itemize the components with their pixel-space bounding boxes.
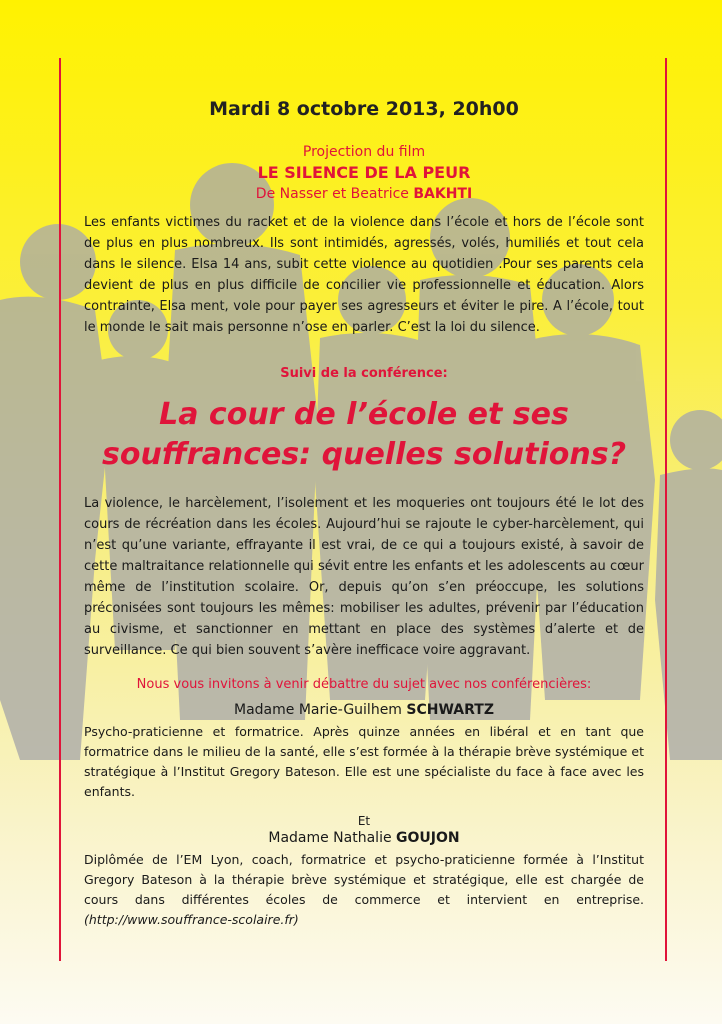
- conference-title-line1: La cour de l’école et ses: [159, 397, 569, 432]
- film-intro: Projection du film: [302, 144, 426, 160]
- speaker-2-surname: GOUJON: [396, 830, 460, 846]
- director-surname: BAKHTI: [413, 186, 473, 202]
- film-directors: [84, 184, 644, 204]
- speakers-joiner: Et: [357, 814, 371, 828]
- conference-title-line2: souffrances: quelles solutions?: [102, 437, 626, 472]
- speaker-2-name: [84, 830, 644, 846]
- film-title: LE SILENCE DE LA PEUR: [257, 163, 471, 182]
- conference-title: [84, 395, 644, 475]
- conference-intro: Suivi de la conférence:: [280, 366, 448, 381]
- speaker-2-bio-text: Diplômée de l’EM Lyon, coach, formatrice et psycho-praticienne formée à l’Institut Gregory Bateson à la thérapie brève systémique et stratégique, elle est chargée de cours dans différentes écoles de commerce et intervient en entreprise.: [84, 852, 644, 907]
- speaker-1-name: [84, 702, 644, 718]
- speaker-2-bio: [84, 850, 644, 930]
- speaker-2-prefix: Madame Nathalie: [268, 830, 397, 846]
- film-synopsis: Les enfants victimes du racket et de la violence dans l’école et hors de l’école sont de plus en plus nombreux. Ils sont intimidés, agressés, volés, humiliés et tout cela dans le silence. Elsa 14 ans, subit cette violence au quotidien .Pour ses parents cela devient de plus en plus difficile de concilier vie professionnelle et éducation. Alors contrainte, Elsa ment, vole pour payer ses agresseurs et éviter le pire. A l’école, tout le monde le sait mais personne n’ose en parler. C’est la loi du silence.: [84, 215, 644, 335]
- speakers-invite: Nous vous invitons à venir débattre du sujet avec nos conférencières:: [136, 677, 592, 692]
- speaker-1-surname: SCHWARTZ: [406, 702, 494, 718]
- website-link[interactable]: (http://www.souffrance-scolaire.fr): [84, 912, 299, 927]
- left-border-rule: [59, 58, 61, 961]
- director-prefix: De Nasser et Beatrice: [255, 186, 414, 202]
- right-border-rule: [665, 58, 667, 961]
- speaker-1-prefix: Madame Marie-Guilhem: [234, 702, 407, 718]
- speaker-1-bio: Psycho-praticienne et formatrice. Après quinze années en libéral et en tant que formatrice dans le milieu de la santé, elle s’est formée à la thérapie brève systémique et stratégique à l’Institut Gregory Bateson. Elle est une spécialiste du face à face avec les enfants.: [84, 724, 644, 799]
- conference-description: La violence, le harcèlement, l’isolement et les moqueries ont toujours été le lot des cours de récréation dans les écoles. Aujourd’hui se rajoute le cyber-harcèlement, qui n’est qu’une variante, effrayante il est vrai, de ce qui a toujours existé, à savoir de cette maltraitance relationnelle qui sévit entre les enfants et les adolescents au cœur même de l’institution scolaire. Or, depuis qu’on s’en préoccupe, les solutions préconisées sont toujours les mêmes: mobiliser les adultes, prévenir par l’éducation au civisme, et sanctionner en mettant en place des systèmes d’alerte et de surveillance. Ce qui bien souvent s’avère inefficace voire aggravant.: [84, 496, 644, 658]
- flyer-content: [84, 98, 644, 930]
- event-date: Mardi 8 octobre 2013, 20h00: [209, 98, 519, 120]
